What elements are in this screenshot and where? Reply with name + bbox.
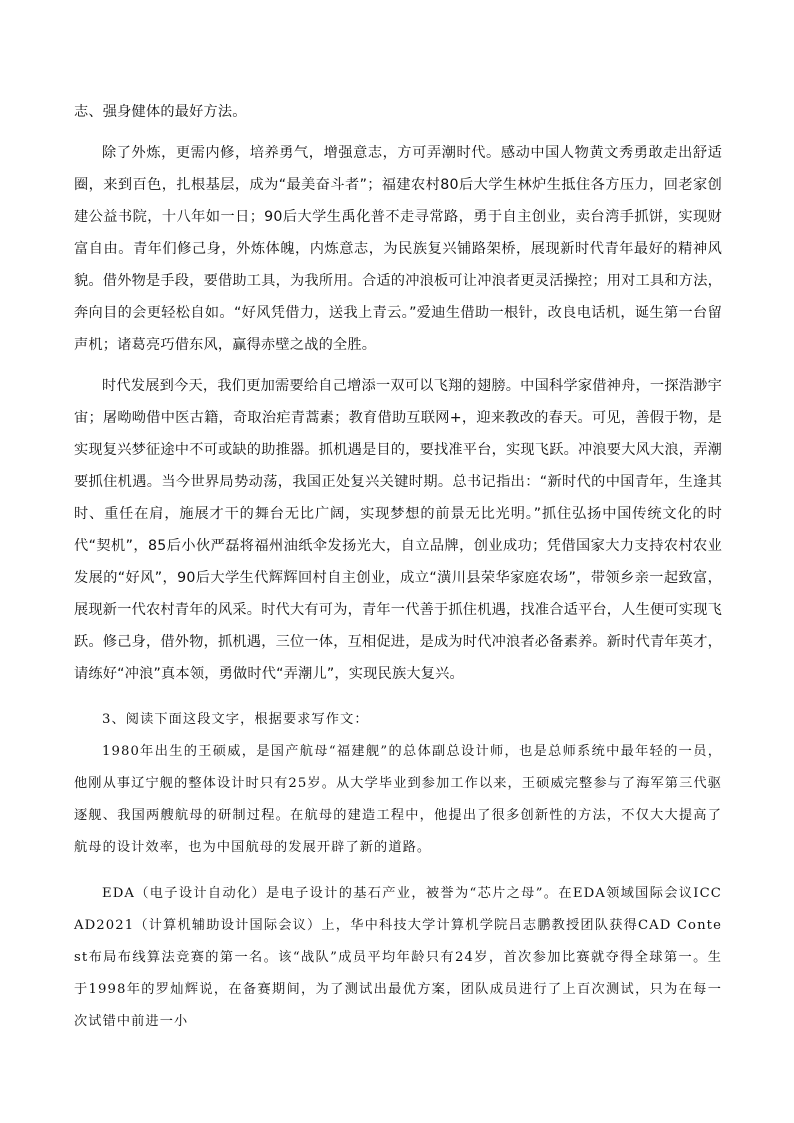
question-heading: 3、阅读下面这段文字，根据要求写作文：	[102, 712, 369, 727]
material-paragraph-carrier-designer: 1980年出生的王硕威，是国产航母“福建舰”的总体副总设计师，也是总师系统中最年轻的一员，他刚从事辽宁舰的整体设计时只有25岁。从大学毕业到参加工作以来，王硕威完整参与了海军第三代驱逐舰、我国两艘航母的研制过程。在航母的建造工程中，他提出了很多创新性的方法，不仅大大提高了航母的设计效率，也为中国航母的发展开辟了新的道路。	[74, 744, 722, 855]
essay-paragraph-continuation: 志、强身健体的最好方法。	[74, 104, 247, 120]
essay-paragraph-inner-cultivation: 除了外炼，更需内修，培养勇气，增强意志，方可弄潮时代。感动中国人物黄文秀勇敢走出舒适圈，来到百色，扎根基层，成为“最美奋斗者”；福建农村80后大学生林炉生抵住各方压力，回老家创建公益书院，十八年如一日；90后大学生禹化普不走寻常路，勇于自主创业，卖台湾手抓饼，实现财富自由。青年们修己身，外炼体魄，内炼意志，为民族复兴铺路架桥，展现新时代青年最好的精神风貌。借外物是手段，要借助工具，为我所用。合适的冲浪板可让冲浪者更灵活操控；用对工具和方法，奔向目的会更轻松自如。“好风凭借力，送我上青云。”爱迪生借助一根针，改良电话机，诞生第一台留声机；诸葛亮巧借东风，赢得赤壁之战的全胜。	[74, 145, 722, 353]
material-paragraph-eda-team: EDA（电子设计自动化）是电子设计的基石产业，被誉为“芯片之母”。在EDA领域国际会议ICCAD2021（计算机辅助设计国际会议）上，华中科技大学计算机学院吕志鹏教授团队获得CAD Contest布局布线算法竞赛的第一名。该“战队”成员平均年龄只有24岁，首次参加比赛就夺得全球第一。生于1998年的罗灿辉说，在备赛期间，为了测试出最优方案，团队成员进行了上百次测试，只为在每一次试错中前进一小	[74, 886, 722, 1029]
essay-paragraph-seize-opportunity: 时代发展到今天，我们更加需要给自己增添一双可以飞翔的翅膀。中国科学家借神舟，一探浩渺宇宙；屠呦呦借中医古籍，奇取治疟青蒿素；教育借助互联网+，迎来教改的春天。可见，善假于物，是实现复兴梦征途中不可或缺的助推器。抓机遇是目的，要找准平台，实现飞跃。冲浪要大风大浪，弄潮要抓住机遇。当今世界局势动荡，我国正处复兴关键时期。总书记指出：“新时代的中国青年，生逢其时、重任在肩，施展才干的舞台无比广阔，实现梦想的前景无比光明。”抓住弘扬中国传统文化的时代“契机”，85后小伙严磊将福州油纸伞发扬光大，自立品牌，创业成功；凭借国家大力支持农村农业发展的“好风”，90后大学生代辉辉回村自主创业，成立“潢川县荣华家庭农场”，带领乡亲一起致富，展现新一代农村青年的风采。时代大有可为，青年一代善于抓住机遇，找准合适平台，人生便可实现飞跃。修己身，借外物，抓机遇，三位一体，互相促进，是成为时代冲浪者必备素养。新时代青年英才，请练好“冲浪”真本领，勇做时代“弄潮儿”，实现民族大复兴。	[74, 378, 722, 682]
